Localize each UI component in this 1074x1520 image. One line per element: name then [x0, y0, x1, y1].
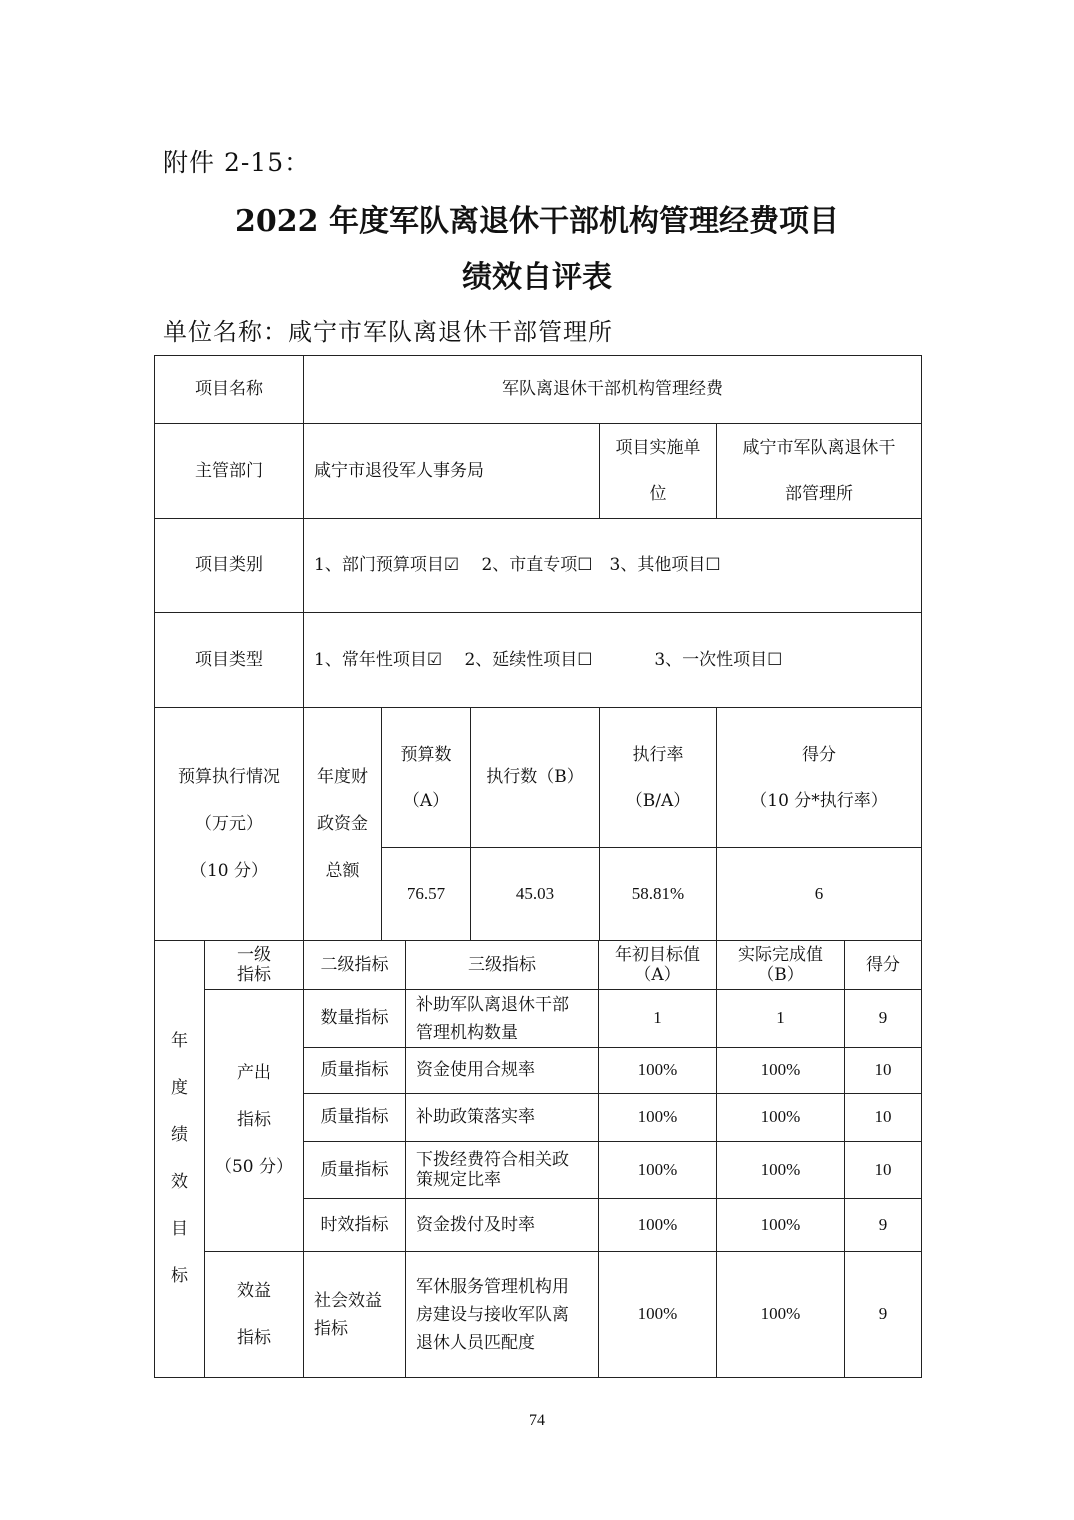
impl-unit-value — [717, 424, 922, 519]
level3-line: 策规定比率 — [416, 1170, 501, 1190]
actual-cell: 100% — [717, 1142, 845, 1199]
side-char: 年 — [171, 1031, 188, 1051]
score-cell: 10 — [845, 1048, 922, 1094]
side-char: 标 — [171, 1266, 188, 1286]
side-char: 绩 — [171, 1125, 188, 1145]
project-name-label: 项目名称 — [155, 356, 304, 424]
score-cell: 9 — [845, 990, 922, 1048]
project-name-value: 军队离退休干部机构管理经费 — [304, 356, 922, 424]
side-char: 目 — [171, 1219, 188, 1239]
level2-header: 二级指标 — [304, 941, 406, 990]
level2-cell: 质量指标 — [304, 1094, 406, 1142]
actual-value-header — [717, 941, 845, 990]
impl-unit-label — [600, 424, 717, 519]
level3-cell — [406, 990, 599, 1048]
score-header-line1: 得分 — [802, 744, 837, 765]
level3-line: 房建设与接收军队离 — [416, 1304, 569, 1325]
page-number: 74 — [529, 1412, 545, 1429]
level3-line: 管理机构数量 — [416, 1022, 518, 1043]
score-col-header: 得分 — [845, 941, 922, 990]
exec-header: 执行数（B） — [471, 708, 600, 848]
budget-header-line2: （A） — [402, 790, 450, 811]
score-header-line2: （10 分*执行率） — [750, 790, 888, 811]
type-value: 1、常年性项目☑ 2、延续性项目☐ 3、一次性项目☐ — [304, 613, 922, 708]
level3-line: 军休服务管理机构用 — [416, 1276, 569, 1297]
target-cell: 100% — [599, 1252, 717, 1378]
actual-header-line1: 实际完成值 — [738, 944, 823, 965]
budget-header — [382, 708, 471, 848]
budget-label-line1: 预算执行情况 — [178, 766, 280, 787]
level3-cell: 资金使用合规率 — [406, 1048, 599, 1094]
target-header-line1: 年初目标值 — [615, 944, 700, 965]
output-label-line1: 产出 — [237, 1063, 271, 1083]
actual-header-line2: （B） — [757, 965, 804, 985]
attachment-label: 附件 2-15： — [163, 148, 311, 177]
budget-header-line1: 预算数 — [400, 744, 452, 765]
impl-unit-label-line2: 位 — [649, 484, 667, 504]
level2-cell — [304, 1252, 406, 1378]
score-value: 6 — [717, 848, 922, 941]
score-header — [717, 708, 922, 848]
dept-value: 咸宁市退役军人事务局 — [304, 424, 600, 519]
document-title-line1: 2022 年度军队离退休干部机构管理经费项目 — [235, 204, 839, 239]
level3-cell: 补助政策落实率 — [406, 1094, 599, 1142]
fund-total-line2: 政资金 — [317, 813, 368, 834]
level1-header-line2: 指标 — [237, 965, 271, 985]
target-cell: 100% — [599, 1142, 717, 1199]
benefit-label-line1: 效益 — [237, 1280, 271, 1301]
score-cell: 10 — [845, 1094, 922, 1142]
dept-label: 主管部门 — [155, 424, 304, 519]
project-info-table — [154, 355, 922, 941]
category-label: 项目类别 — [155, 519, 304, 613]
level1-header — [205, 941, 304, 990]
impl-unit-value-line1: 咸宁市军队离退休干 — [742, 438, 896, 458]
unit-name-line: 单位名称：咸宁市军队离退休干部管理所 — [163, 318, 613, 346]
output-label-line3: （50 分） — [214, 1157, 294, 1177]
level2-line: 指标 — [314, 1318, 348, 1339]
benefit-indicator-label — [205, 1252, 304, 1378]
target-cell: 100% — [599, 1048, 717, 1094]
actual-cell: 100% — [717, 1252, 845, 1378]
level2-cell: 时效指标 — [304, 1199, 406, 1252]
side-char: 度 — [171, 1078, 188, 1098]
level3-line: 补助军队离退休干部 — [416, 994, 569, 1015]
benefit-label-line2: 指标 — [237, 1327, 271, 1348]
score-cell: 10 — [845, 1142, 922, 1199]
score-cell: 9 — [845, 1252, 922, 1378]
score-cell: 9 — [845, 1199, 922, 1252]
level2-line: 社会效益 — [314, 1290, 382, 1311]
annual-targets-side-label — [155, 941, 205, 1378]
level3-cell — [406, 1252, 599, 1378]
performance-targets-table — [154, 940, 922, 1378]
actual-cell: 1 — [717, 990, 845, 1048]
document-title-line2: 绩效自评表 — [462, 260, 612, 295]
actual-cell: 100% — [717, 1094, 845, 1142]
budget-value: 76.57 — [382, 848, 471, 941]
type-label: 项目类型 — [155, 613, 304, 708]
impl-unit-value-line2: 部管理所 — [785, 484, 854, 504]
output-label-line2: 指标 — [237, 1110, 271, 1130]
rate-header-line2: （B/A） — [625, 790, 691, 811]
target-cell: 100% — [599, 1199, 717, 1252]
rate-header-line1: 执行率 — [632, 744, 684, 765]
category-value: 1、部门预算项目☑ 2、市直专项☐ 3、其他项目☐ — [304, 519, 922, 613]
output-indicator-label — [205, 990, 304, 1252]
level3-line: 下拨经费符合相关政 — [416, 1149, 569, 1170]
budget-label — [155, 708, 304, 941]
rate-header — [600, 708, 717, 848]
target-cell: 100% — [599, 1094, 717, 1142]
budget-label-line2: （万元） — [195, 813, 263, 834]
fund-total-line3: 总额 — [325, 860, 360, 881]
level2-cell: 质量指标 — [304, 1142, 406, 1199]
actual-cell: 100% — [717, 1048, 845, 1094]
fund-total-line1: 年度财 — [317, 766, 368, 787]
side-char: 效 — [171, 1172, 188, 1192]
actual-cell: 100% — [717, 1199, 845, 1252]
level2-cell: 质量指标 — [304, 1048, 406, 1094]
level1-header-line1: 一级 — [237, 944, 271, 965]
level3-header: 三级指标 — [406, 941, 599, 990]
level3-cell: 资金拨付及时率 — [406, 1199, 599, 1252]
fund-total-label — [304, 708, 382, 941]
level3-line: 退休人员匹配度 — [416, 1332, 535, 1353]
level2-cell: 数量指标 — [304, 990, 406, 1048]
impl-unit-label-line1: 项目实施单 — [615, 438, 701, 458]
exec-value: 45.03 — [471, 848, 600, 941]
rate-value: 58.81% — [600, 848, 717, 941]
target-value-header — [599, 941, 717, 990]
budget-label-line3: （10 分） — [189, 860, 269, 881]
target-header-line2: （A） — [634, 965, 681, 985]
target-cell: 1 — [599, 990, 717, 1048]
level3-cell — [406, 1142, 599, 1199]
